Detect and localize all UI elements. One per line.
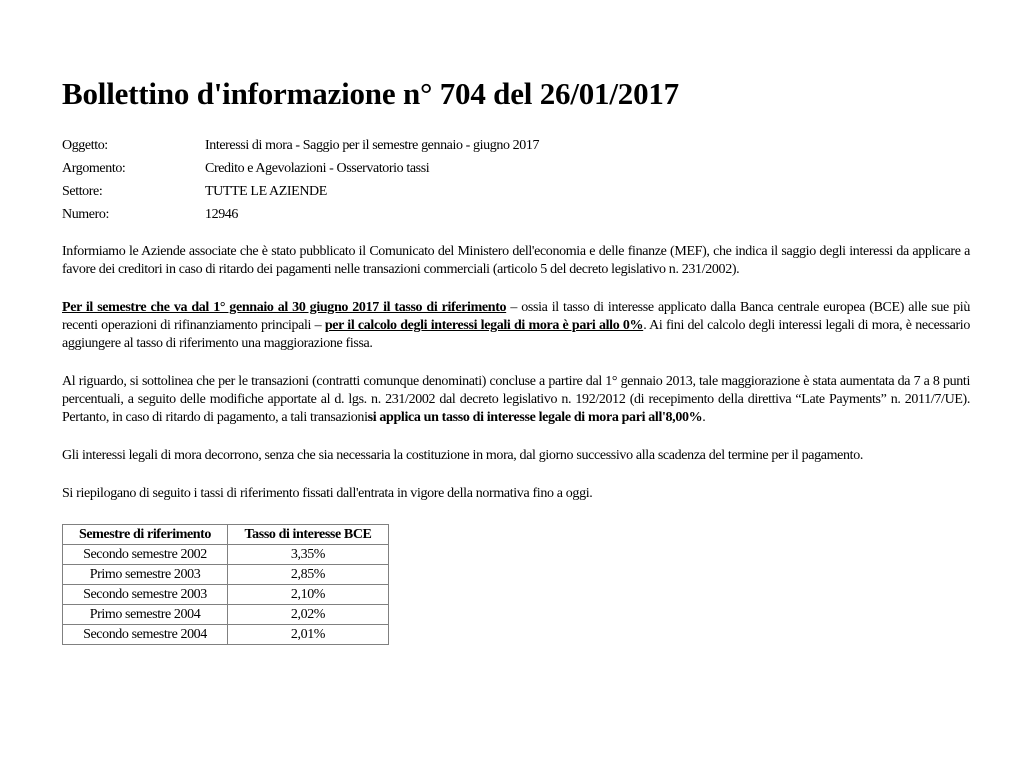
paragraph-text: – ossia il tasso di interesse applicato dalla Banca centrale europea (BCE) alle sue più recenti operazioni di rifinanziamento principali –: [62, 300, 970, 333]
meta-row-settore: [62, 180, 970, 203]
cell-rate: 2,01%: [228, 625, 389, 645]
cell-rate: 2,85%: [228, 565, 389, 585]
paragraph-summary: Si riepilogano di seguito i tassi di riferimento fissati dall'entrata in vigore della normativa fino a oggi.: [62, 486, 593, 501]
cell-semester: Secondo semestre 2003: [63, 585, 228, 605]
table-row: [63, 545, 389, 565]
reference-rate-highlight: Per il semestre che va dal 1° gennaio al 30 giugno 2017 il tasso di riferimento: [62, 300, 507, 315]
cell-rate: 2,02%: [228, 605, 389, 625]
metadata-block: [62, 134, 970, 226]
table-row: [63, 625, 389, 645]
header-rate: Tasso di interesse BCE: [228, 525, 389, 545]
table-row: [63, 585, 389, 605]
cell-semester: Primo semestre 2003: [63, 565, 228, 585]
cell-semester: Primo semestre 2004: [63, 605, 228, 625]
paragraph-intro: Informiamo le Aziende associate che è stato pubblicato il Comunicato del Ministero dell'economia e delle finanze (MEF), che indica il saggio degli interessi da applicare a favore dei creditori in caso di ritardo dei pagamenti nelle transazioni commerciali (articolo 5 del decreto legislativo n. 231/2002).: [62, 244, 970, 277]
paragraph-text: . Ai fini del calcolo degli interessi legali di mora, è necessario aggiungere al tasso di riferimento una maggiorazione fissa.: [62, 318, 970, 351]
paragraph-reference-rate: [62, 299, 970, 353]
header-semester: Semestre di riferimento: [63, 525, 228, 545]
paragraph-text: Al riguardo, si sottolinea che per le transazioni (contratti comunque denominati) concluse a partire dal 1° gennaio 2013, tale maggiorazione è stata aumentata da 7 a 8 punti percentuali, a seguito delle modifiche apportate al d. lgs. n. 231/2002 dal decreto legislativo n. 192/2012 (di recepimento della direttiva “Late Payments” n. 2011/7/UE). Pertanto, in caso di ritardo di pagamento, a tali transazioni: [62, 374, 970, 425]
cell-semester: Secondo semestre 2004: [63, 625, 228, 645]
meta-label: Numero:: [62, 207, 109, 222]
meta-row-argomento: [62, 157, 970, 180]
cell-semester: Secondo semestre 2002: [63, 545, 228, 565]
table-header-row: [63, 525, 389, 545]
paragraph-default-interest: Gli interessi legali di mora decorrono, senza che sia necessaria la costituzione in mora, dal giorno successivo alla scadenza del termine per il pagamento.: [62, 448, 863, 463]
meta-value: TUTTE LE AZIENDE: [205, 184, 327, 199]
meta-value: Interessi di mora - Saggio per il semestre gennaio - giugno 2017: [205, 138, 540, 153]
paragraph-text: .: [702, 410, 706, 425]
rates-table: [62, 524, 389, 645]
meta-label: Argomento:: [62, 161, 126, 176]
cell-rate: 2,10%: [228, 585, 389, 605]
table-row: [63, 565, 389, 585]
paragraph-surcharge: [62, 373, 970, 427]
meta-row-oggetto: [62, 134, 970, 157]
page-title: Bollettino d'informazione n° 704 del 26/01/2017: [62, 76, 679, 111]
legal-rate-highlight: si applica un tasso di interesse legale di mora pari all'8,00%: [367, 410, 703, 425]
legal-interest-highlight: per il calcolo degli interessi legali di mora è pari allo 0%: [324, 318, 644, 333]
meta-value: 12946: [205, 207, 239, 222]
meta-row-numero: [62, 203, 970, 226]
meta-value: Credito e Agevolazioni - Osservatorio tassi: [205, 161, 430, 176]
cell-rate: 3,35%: [228, 545, 389, 565]
table-row: [63, 605, 389, 625]
meta-label: Settore:: [62, 184, 103, 199]
meta-label: Oggetto:: [62, 138, 108, 153]
